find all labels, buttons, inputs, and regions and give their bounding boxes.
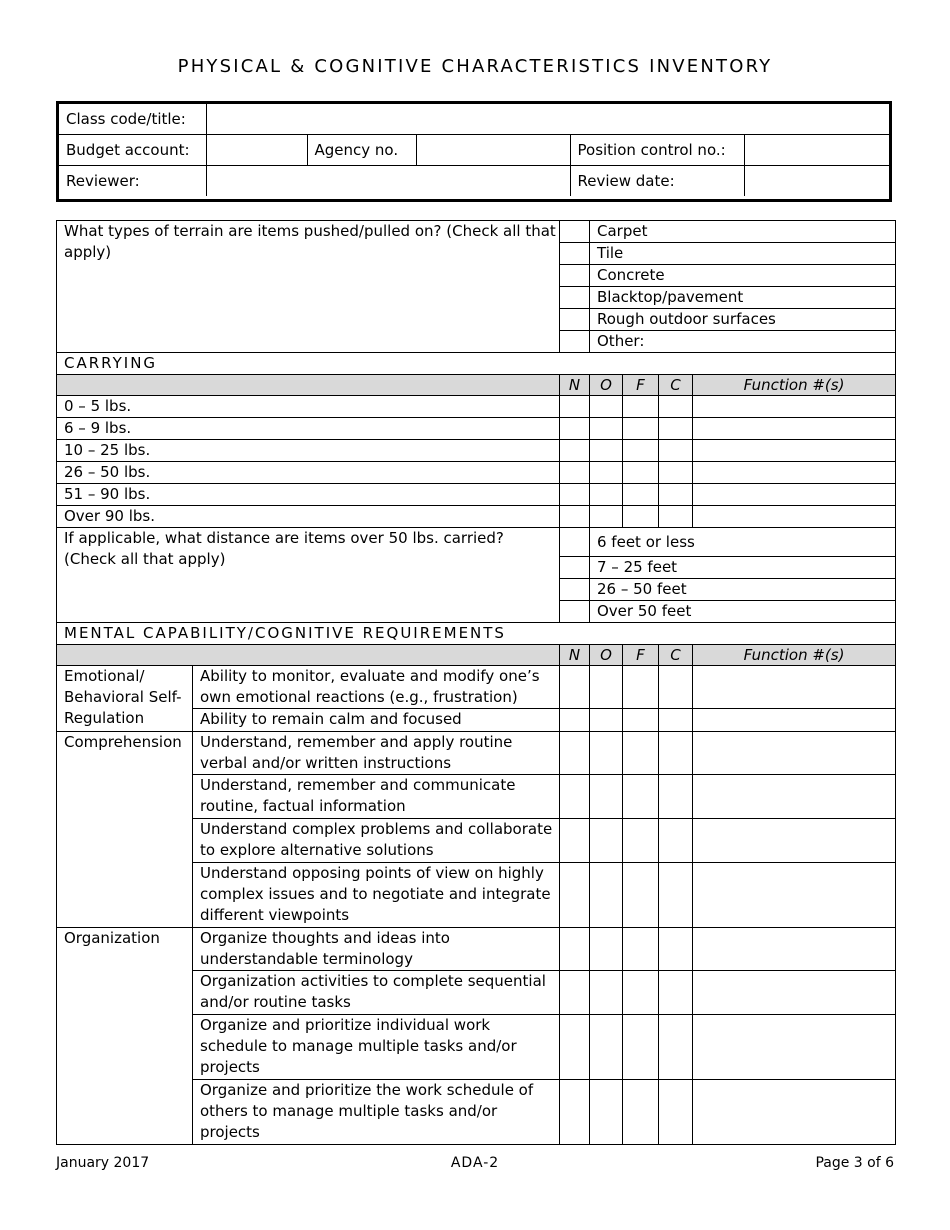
cell-c[interactable] [659, 775, 693, 819]
cell-function[interactable] [693, 928, 896, 971]
cell-o[interactable] [590, 462, 623, 484]
requirement-text: Understand complex problems and collaborate to explore alternative solutions [193, 819, 560, 863]
cell-f[interactable] [623, 506, 659, 528]
distance-option: Over 50 feet [590, 601, 896, 623]
review-date-field[interactable] [744, 166, 889, 197]
cell-n[interactable] [560, 709, 590, 732]
column-header-function: Function #(s) [693, 375, 896, 396]
column-header-f: F [623, 375, 659, 396]
column-header-f: F [623, 645, 659, 666]
cell-n[interactable] [560, 863, 590, 928]
cell-n[interactable] [560, 1080, 590, 1145]
requirement-text: Understand, remember and communicate routine, factual information [193, 775, 560, 819]
cell-f[interactable] [623, 1015, 659, 1080]
cell-f[interactable] [623, 666, 659, 709]
distance-option: 26 – 50 feet [590, 579, 896, 601]
requirement-text: Organize and prioritize the work schedule of others to manage multiple tasks and/or projects [193, 1080, 560, 1145]
cell-c[interactable] [659, 440, 693, 462]
position-control-label: Position control no.: [570, 135, 744, 166]
terrain-option: Tile [590, 243, 896, 265]
carrying-weight-label: 10 – 25 lbs. [57, 440, 560, 462]
cell-f[interactable] [623, 418, 659, 440]
cell-n[interactable] [560, 775, 590, 819]
requirement-text: Ability to remain calm and focused [193, 709, 560, 732]
footer-date: January 2017 [56, 1155, 150, 1171]
terrain-checkbox[interactable] [560, 287, 590, 309]
agency-no-label: Agency no. [307, 135, 416, 166]
cell-f[interactable] [623, 732, 659, 775]
cell-n[interactable] [560, 396, 590, 418]
budget-account-label: Budget account: [59, 135, 206, 166]
carrying-weight-label: 51 – 90 lbs. [57, 484, 560, 506]
cell-c[interactable] [659, 863, 693, 928]
position-control-field[interactable] [744, 135, 889, 166]
cell-o[interactable] [590, 396, 623, 418]
agency-no-field[interactable] [416, 135, 570, 166]
column-header-o: O [590, 645, 623, 666]
class-code-label: Class code/title: [59, 104, 206, 135]
cell-function[interactable] [693, 732, 896, 775]
cell-function[interactable] [693, 666, 896, 709]
cell-o[interactable] [590, 775, 623, 819]
cell-function[interactable] [693, 709, 896, 732]
terrain-option: Blacktop/pavement [590, 287, 896, 309]
terrain-question: What types of terrain are items pushed/pulled on? (Check all that apply) [57, 221, 560, 353]
terrain-checkbox[interactable] [560, 243, 590, 265]
distance-option: 7 – 25 feet [590, 557, 896, 579]
mental-section-label: MENTAL CAPABILITY/COGNITIVE REQUIREMENTS [57, 623, 896, 645]
cell-n[interactable] [560, 506, 590, 528]
cell-function[interactable] [693, 418, 896, 440]
cell-o[interactable] [590, 440, 623, 462]
cell-f[interactable] [623, 971, 659, 1015]
cell-function[interactable] [693, 440, 896, 462]
requirement-text: Organize and prioritize individual work schedule to manage multiple tasks and/or projects [193, 1015, 560, 1080]
cell-c[interactable] [659, 709, 693, 732]
cell-function[interactable] [693, 396, 896, 418]
distance-question: If applicable, what distance are items over 50 lbs. carried? (Check all that apply) [57, 528, 560, 623]
reviewer-field[interactable] [206, 166, 570, 197]
class-code-field[interactable] [206, 104, 889, 135]
cell-n[interactable] [560, 440, 590, 462]
terrain-option: Carpet [590, 221, 896, 243]
cell-o[interactable] [590, 819, 623, 863]
cell-f[interactable] [623, 928, 659, 971]
cell-n[interactable] [560, 971, 590, 1015]
cell-c[interactable] [659, 396, 693, 418]
cell-o[interactable] [590, 1080, 623, 1145]
cell-f[interactable] [623, 1080, 659, 1145]
cell-o[interactable] [590, 928, 623, 971]
cell-o[interactable] [590, 666, 623, 709]
cell-function[interactable] [693, 863, 896, 928]
cell-function[interactable] [693, 775, 896, 819]
cell-f[interactable] [623, 440, 659, 462]
cell-function[interactable] [693, 819, 896, 863]
cell-function[interactable] [693, 484, 896, 506]
cell-o[interactable] [590, 484, 623, 506]
cell-function[interactable] [693, 506, 896, 528]
cell-function[interactable] [693, 462, 896, 484]
header-info-box [56, 101, 892, 202]
cell-f[interactable] [623, 863, 659, 928]
cell-c[interactable] [659, 732, 693, 775]
inventory-table [56, 220, 896, 1145]
terrain-checkbox[interactable] [560, 331, 590, 353]
cell-c[interactable] [659, 971, 693, 1015]
distance-option: 6 feet or less [590, 528, 896, 557]
cell-n[interactable] [560, 462, 590, 484]
column-header-blank [57, 375, 560, 396]
terrain-option: Concrete [590, 265, 896, 287]
requirement-text: Organize thoughts and ideas into understandable terminology [193, 928, 560, 971]
category-organization: Organization [57, 928, 193, 1145]
category-emotional: Emotional/ Behavioral Self-Regulation [57, 666, 193, 732]
carrying-weight-label: 26 – 50 lbs. [57, 462, 560, 484]
category-comprehension: Comprehension [57, 732, 193, 928]
column-header-o: O [590, 375, 623, 396]
distance-checkbox[interactable] [560, 528, 590, 557]
column-header-c: C [659, 375, 693, 396]
cell-f[interactable] [623, 484, 659, 506]
column-header-c: C [659, 645, 693, 666]
column-header-n: N [560, 375, 590, 396]
terrain-checkbox[interactable] [560, 265, 590, 287]
cell-c[interactable] [659, 1015, 693, 1080]
requirement-text: Understand opposing points of view on highly complex issues and to negotiate and integrate different viewpoints [193, 863, 560, 928]
terrain-checkbox[interactable] [560, 309, 590, 331]
cell-n[interactable] [560, 819, 590, 863]
cell-n[interactable] [560, 666, 590, 709]
cell-n[interactable] [560, 418, 590, 440]
column-header-function: Function #(s) [693, 645, 896, 666]
cell-f[interactable] [623, 462, 659, 484]
cell-c[interactable] [659, 506, 693, 528]
cell-f[interactable] [623, 709, 659, 732]
carrying-weight-label: Over 90 lbs. [57, 506, 560, 528]
header-info-table [59, 104, 889, 196]
carrying-weight-label: 6 – 9 lbs. [57, 418, 560, 440]
cell-f[interactable] [623, 775, 659, 819]
cell-o[interactable] [590, 506, 623, 528]
cell-function[interactable] [693, 1015, 896, 1080]
review-date-label: Review date: [570, 166, 744, 197]
terrain-option: Rough outdoor surfaces [590, 309, 896, 331]
cell-c[interactable] [659, 928, 693, 971]
cell-f[interactable] [623, 819, 659, 863]
cell-n[interactable] [560, 732, 590, 775]
distance-checkbox[interactable] [560, 579, 590, 601]
cell-c[interactable] [659, 666, 693, 709]
cell-n[interactable] [560, 928, 590, 971]
requirement-text: Ability to monitor, evaluate and modify one’s own emotional reactions (e.g., frustration) [193, 666, 560, 709]
cell-o[interactable] [590, 732, 623, 775]
cell-c[interactable] [659, 462, 693, 484]
reviewer-label: Reviewer: [59, 166, 206, 197]
budget-account-field[interactable] [206, 135, 307, 166]
cell-o[interactable] [590, 863, 623, 928]
column-header-blank [57, 645, 560, 666]
cell-c[interactable] [659, 1080, 693, 1145]
requirement-text: Organization activities to complete sequential and/or routine tasks [193, 971, 560, 1015]
footer-form-id: ADA-2 [450, 1155, 500, 1171]
cell-o[interactable] [590, 971, 623, 1015]
cell-f[interactable] [623, 396, 659, 418]
column-header-n: N [560, 645, 590, 666]
terrain-option: Other: [590, 331, 896, 353]
page-title: PHYSICAL & COGNITIVE CHARACTERISTICS INVENTORY [177, 56, 773, 77]
cell-c[interactable] [659, 418, 693, 440]
cell-function[interactable] [693, 1080, 896, 1145]
distance-checkbox[interactable] [560, 557, 590, 579]
cell-c[interactable] [659, 484, 693, 506]
terrain-checkbox[interactable] [560, 221, 590, 243]
cell-c[interactable] [659, 819, 693, 863]
cell-function[interactable] [693, 971, 896, 1015]
footer-page-number: Page 3 of 6 [815, 1155, 894, 1171]
carrying-weight-label: 0 – 5 lbs. [57, 396, 560, 418]
cell-n[interactable] [560, 484, 590, 506]
cell-o[interactable] [590, 709, 623, 732]
cell-o[interactable] [590, 1015, 623, 1080]
cell-o[interactable] [590, 418, 623, 440]
cell-n[interactable] [560, 1015, 590, 1080]
requirement-text: Understand, remember and apply routine verbal and/or written instructions [193, 732, 560, 775]
distance-checkbox[interactable] [560, 601, 590, 623]
carrying-section-label: CARRYING [57, 353, 896, 375]
